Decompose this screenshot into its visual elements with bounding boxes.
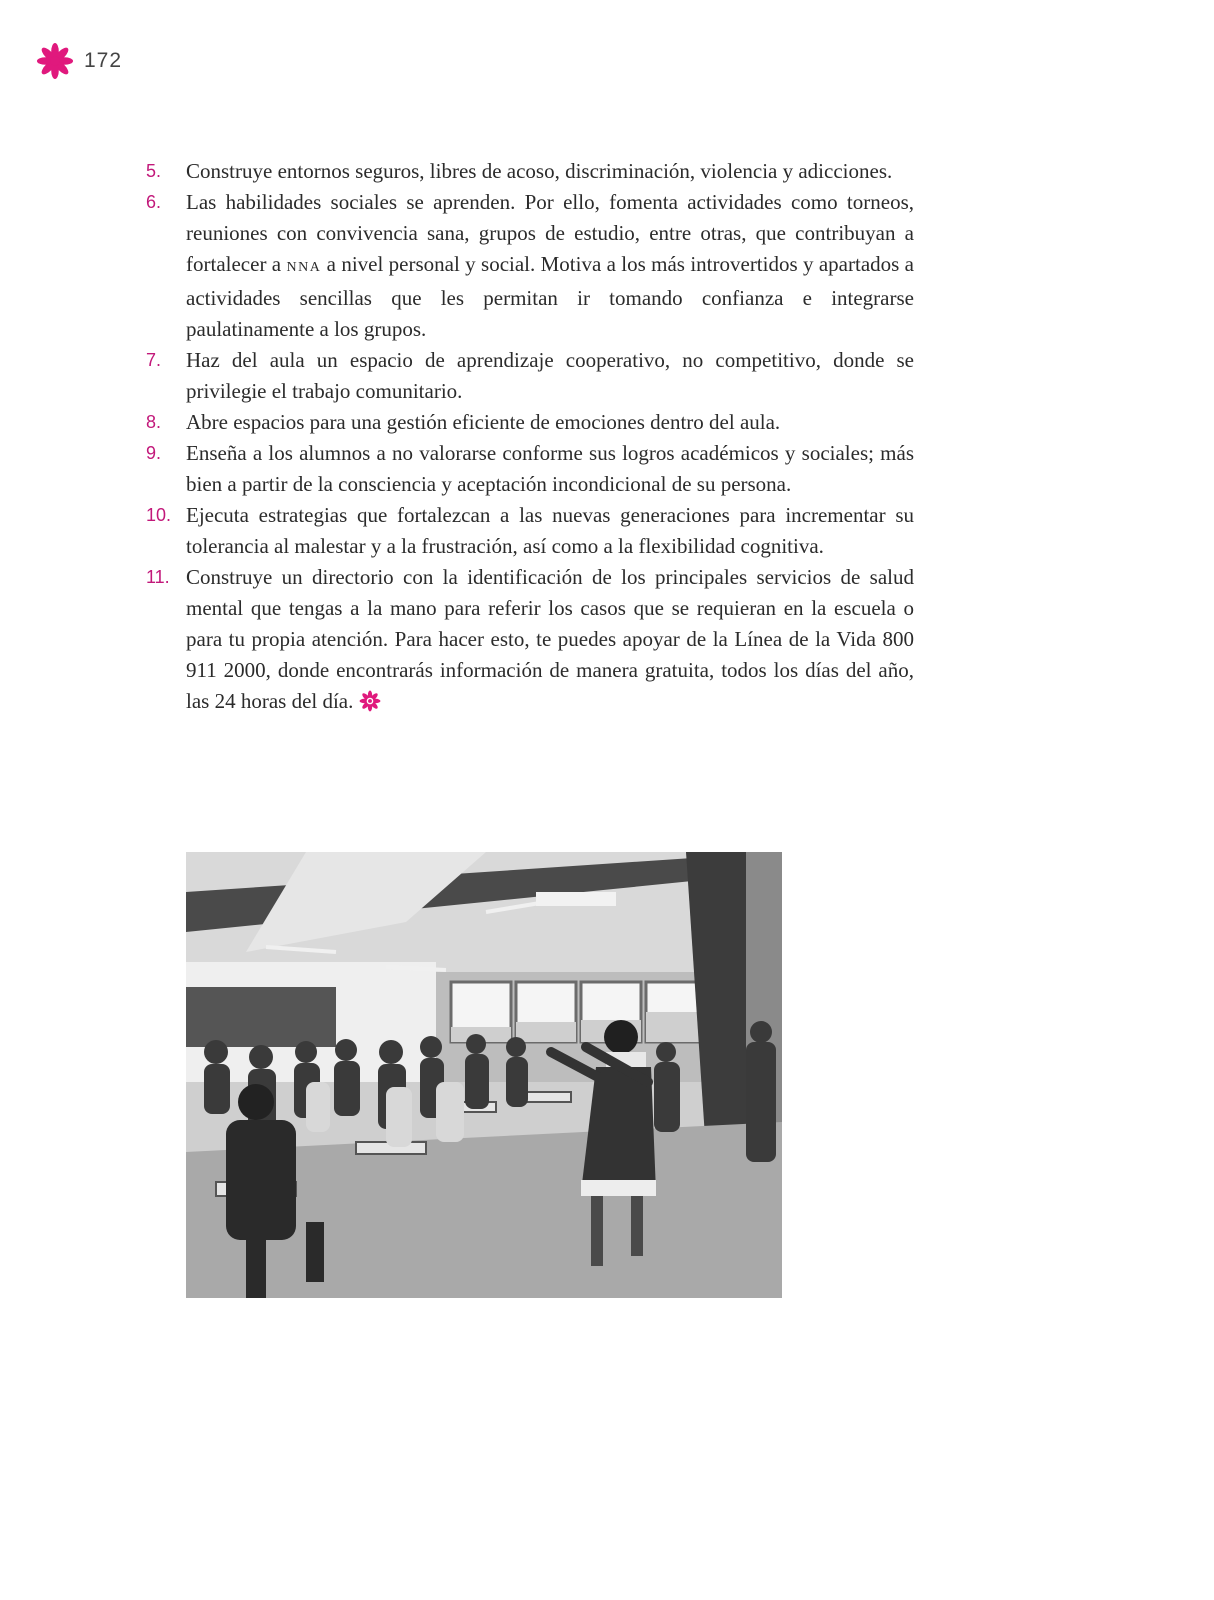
list-item [146,156,914,187]
item-text: Construye entornos seguros, libres de acoso, discriminación, violencia y adicciones. [186,159,893,183]
list-item [146,562,914,717]
list-item [146,438,914,500]
recommendations-list [146,156,914,717]
item-number: 8. [146,412,162,432]
classroom-photo [186,852,782,1298]
item-text: Enseña a los alumnos a no valorarse conforme sus logros académicos y sociales; más bien a partir de la consciencia y aceptación incondicional de su persona. [186,441,914,496]
classroom-illustration [186,852,782,1298]
page-number: 172 [84,49,123,72]
item-number: 10. [146,505,172,525]
list-item [146,407,914,438]
list-item [146,187,914,345]
item-number: 7. [146,350,162,370]
flower-icon [36,42,74,80]
list-item [146,500,914,562]
item-text: Ejecuta estrategias que fortalezcan a las nuevas generaciones para incrementar su tolerancia al malestar y a la frustración, así como a la flexibilidad cognitiva. [186,503,914,558]
item-text: Abre espacios para una gestión eficiente de emociones dentro del aula. [186,410,781,434]
item-number: 9. [146,443,162,463]
item-text: Haz del aula un espacio de aprendizaje cooperativo, no competitivo, donde se privilegie el trabajo comunitario. [186,348,914,403]
list-item [146,345,914,407]
flower-icon [359,690,381,712]
page-header [36,42,122,80]
item-text: Construye un directorio con la identificación de los principales servicios de salud mental que tengas a la mano para referir los casos que se requieran en la escuela o para tu propia atención. Para hacer esto, te puedes apoyar de la Línea de la Vida 800 911 2000, donde encontrarás información de manera gratuita, todos los días del año, las 24 horas del día. [186,565,914,713]
item-number: 6. [146,192,162,212]
item-number: 5. [146,161,162,181]
abbreviation: NNA [286,260,322,275]
item-text: Las habilidades sociales se aprenden. Por ello, fomenta actividades como torneos, reuniones con convivencia sana, grupos de estudio, entre otras, que contribuyan a fortalecer a [186,190,914,276]
item-number: 11. [146,567,170,587]
item-text: a nivel personal y social. Motiva a los más introvertidos y apartados a actividades sencillas que les permitan ir tomando confianza e integrarse paulatinamente a los grupos. [186,252,914,341]
